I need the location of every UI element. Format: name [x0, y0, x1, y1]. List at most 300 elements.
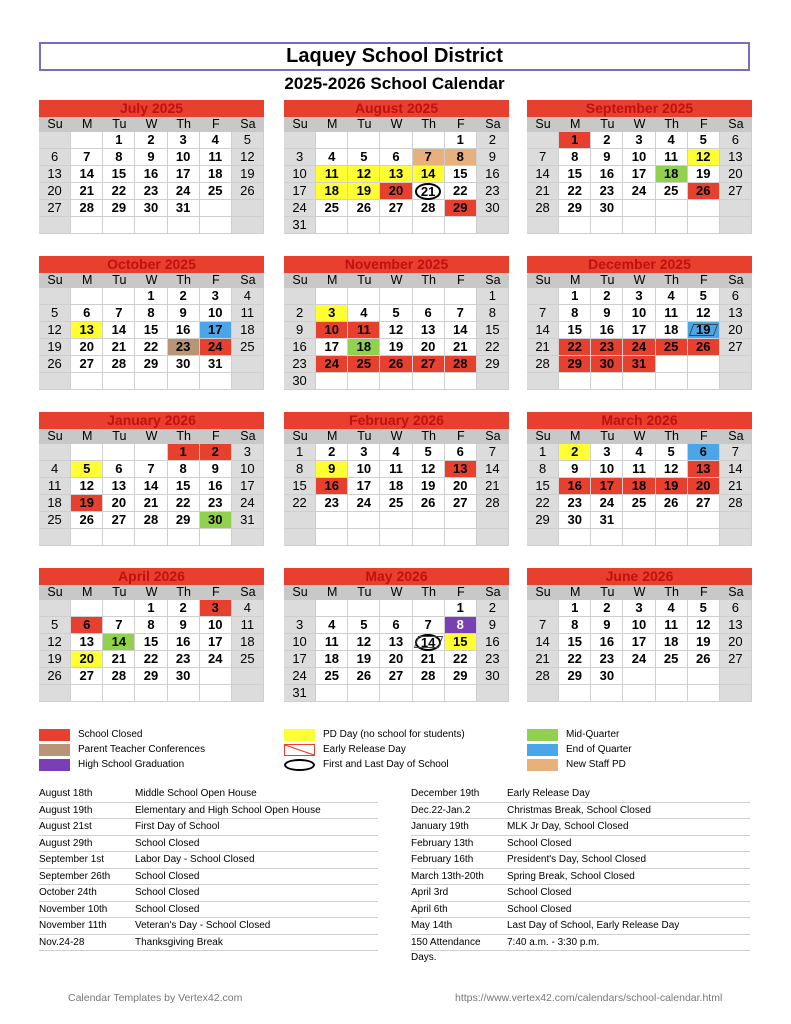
- event-desc: 7:40 a.m. - 3:30 p.m.: [507, 936, 600, 948]
- event-date: January 19th: [411, 821, 469, 832]
- weekday-header: W: [380, 429, 412, 444]
- day-cell: 21: [527, 339, 559, 356]
- event-date: Dec.22-Jan.2: [411, 804, 471, 816]
- day-cell: [380, 512, 412, 529]
- day-cell: 24: [168, 183, 200, 200]
- day-cell: 8: [445, 617, 477, 634]
- day-cell: 24: [200, 651, 232, 668]
- footer-url: https://www.vertex42.com/calendars/school-calendar.html: [455, 992, 723, 1004]
- day-cell: 20: [413, 339, 445, 356]
- day-cell: [135, 529, 167, 546]
- day-cell: 12: [39, 634, 71, 651]
- weekday-header: M: [559, 429, 591, 444]
- day-cell: 5: [656, 444, 688, 461]
- day-cell: [135, 685, 167, 702]
- day-cell: [559, 217, 591, 234]
- day-cell: 1: [527, 444, 559, 461]
- day-cell: 31: [200, 356, 232, 373]
- day-cell: 30: [591, 668, 623, 685]
- day-cell: 11: [380, 461, 412, 478]
- weekday-header: Tu: [103, 273, 135, 288]
- event-date: May 14th: [411, 920, 453, 931]
- day-cell: 22: [559, 651, 591, 668]
- day-cell: 11: [623, 461, 655, 478]
- day-cell: [527, 132, 559, 149]
- day-cell: [71, 685, 103, 702]
- day-cell: 13: [71, 322, 103, 339]
- day-cell: 10: [200, 305, 232, 322]
- month-8: [527, 412, 752, 546]
- day-cell: 2: [591, 288, 623, 305]
- day-cell: 22: [168, 495, 200, 512]
- weekday-header: Tu: [103, 585, 135, 600]
- month-4: [284, 256, 509, 390]
- day-cell: 2: [316, 444, 348, 461]
- day-cell: 8: [477, 305, 509, 322]
- day-cell: 12: [688, 149, 720, 166]
- day-cell: 6: [720, 132, 752, 149]
- month-title: January 2026: [39, 412, 264, 429]
- day-cell: 28: [445, 356, 477, 373]
- day-cell: 22: [135, 651, 167, 668]
- month-title: March 2026: [527, 412, 752, 429]
- weekday-header: W: [380, 273, 412, 288]
- legend-item-early: [284, 742, 406, 757]
- weekday-header: Su: [527, 429, 559, 444]
- day-cell: [200, 668, 232, 685]
- day-cell: [103, 444, 135, 461]
- month-title: September 2025: [527, 100, 752, 117]
- month-0: [39, 100, 264, 234]
- month-1: [284, 100, 509, 234]
- day-cell: 27: [39, 200, 71, 217]
- day-cell: [348, 373, 380, 390]
- weekday-header: Sa: [720, 117, 752, 132]
- day-cell: 7: [103, 617, 135, 634]
- day-cell: 9: [591, 149, 623, 166]
- day-cell: 26: [39, 356, 71, 373]
- day-cell: 13: [720, 617, 752, 634]
- day-cell: 3: [316, 305, 348, 322]
- event-date: November 10th: [39, 903, 108, 915]
- weekday-header: Tu: [348, 273, 380, 288]
- day-cell: [284, 600, 316, 617]
- weekday-header: Sa: [232, 585, 264, 600]
- legend-swatch: [39, 759, 70, 771]
- day-cell: 18: [316, 183, 348, 200]
- event-row: [39, 803, 378, 820]
- day-cell: 18: [348, 339, 380, 356]
- event-date: December 19th: [411, 788, 480, 799]
- day-cell: 6: [71, 617, 103, 634]
- day-cell: [445, 529, 477, 546]
- day-cell: [71, 132, 103, 149]
- day-cell: 5: [380, 305, 412, 322]
- day-cell: 19: [688, 634, 720, 651]
- day-cell: [623, 200, 655, 217]
- weekday-header: M: [316, 585, 348, 600]
- day-cell: 7: [527, 305, 559, 322]
- day-cell: 4: [316, 617, 348, 634]
- day-cell: 22: [559, 183, 591, 200]
- day-cell: 11: [232, 305, 264, 322]
- legend-label: Parent Teacher Conferences: [78, 744, 206, 755]
- day-cell: 28: [527, 356, 559, 373]
- weekday-header: Sa: [720, 585, 752, 600]
- day-cell: 19: [39, 339, 71, 356]
- day-cell: 13: [720, 149, 752, 166]
- month-title: February 2026: [284, 412, 509, 429]
- day-cell: 20: [380, 183, 412, 200]
- day-cell: 28: [413, 200, 445, 217]
- day-cell: 15: [559, 322, 591, 339]
- day-cell: [348, 217, 380, 234]
- day-cell: 11: [316, 166, 348, 183]
- day-cell: 27: [103, 512, 135, 529]
- weekday-header: Su: [284, 117, 316, 132]
- day-cell: 23: [168, 339, 200, 356]
- day-cell: [688, 512, 720, 529]
- day-cell: 22: [477, 339, 509, 356]
- legend-item-ptc: [39, 742, 205, 757]
- day-cell: 9: [168, 617, 200, 634]
- day-cell: 4: [656, 288, 688, 305]
- weekday-header: Tu: [591, 429, 623, 444]
- day-cell: [656, 668, 688, 685]
- day-cell: 30: [477, 668, 509, 685]
- event-date: August 29th: [39, 837, 93, 849]
- calendar-subtitle: 2025-2026 School Calendar: [284, 74, 505, 93]
- day-cell: 31: [284, 685, 316, 702]
- day-cell: 15: [135, 322, 167, 339]
- day-cell: [656, 200, 688, 217]
- day-cell: 7: [527, 149, 559, 166]
- day-cell: 17: [168, 166, 200, 183]
- weekday-header: Th: [656, 117, 688, 132]
- day-cell: 6: [380, 149, 412, 166]
- weekday-header: W: [380, 117, 412, 132]
- day-cell: 22: [284, 495, 316, 512]
- day-cell: 21: [103, 339, 135, 356]
- day-cell: [656, 529, 688, 546]
- day-cell: [71, 600, 103, 617]
- weekday-header: Th: [413, 585, 445, 600]
- day-cell: 17: [284, 651, 316, 668]
- day-cell: 14: [135, 478, 167, 495]
- day-cell: 29: [445, 668, 477, 685]
- day-cell: 4: [200, 132, 232, 149]
- legend-swatch: [284, 759, 315, 771]
- day-cell: [168, 217, 200, 234]
- day-cell: 10: [232, 461, 264, 478]
- event-row: [411, 869, 750, 886]
- day-cell: [135, 217, 167, 234]
- weekday-header: F: [688, 117, 720, 132]
- day-cell: 21: [720, 478, 752, 495]
- weekday-header: F: [445, 273, 477, 288]
- legend-label: End of Quarter: [566, 744, 632, 755]
- day-cell: 8: [527, 461, 559, 478]
- day-cell: 12: [232, 149, 264, 166]
- weekday-header: Th: [168, 585, 200, 600]
- day-cell: 4: [232, 600, 264, 617]
- day-cell: 25: [39, 512, 71, 529]
- day-cell: 18: [656, 166, 688, 183]
- weekday-header: Su: [527, 117, 559, 132]
- day-cell: [413, 132, 445, 149]
- event-row: [411, 836, 750, 853]
- event-desc: MLK Jr Day, School Closed: [507, 821, 629, 832]
- day-cell: 28: [103, 356, 135, 373]
- month-11: [527, 568, 752, 702]
- weekday-header: Sa: [477, 585, 509, 600]
- event-desc: Christmas Break, School Closed: [507, 804, 651, 816]
- day-cell: 17: [591, 478, 623, 495]
- day-cell: 21: [413, 183, 445, 200]
- day-cell: [527, 600, 559, 617]
- day-cell: 5: [71, 461, 103, 478]
- weekday-header: M: [71, 273, 103, 288]
- weekday-header: M: [316, 429, 348, 444]
- day-cell: [720, 512, 752, 529]
- weekday-header: Sa: [232, 117, 264, 132]
- day-cell: 25: [348, 356, 380, 373]
- day-cell: [591, 373, 623, 390]
- day-cell: 31: [591, 512, 623, 529]
- day-cell: [445, 288, 477, 305]
- day-cell: [71, 217, 103, 234]
- day-cell: 8: [559, 149, 591, 166]
- day-cell: 17: [348, 478, 380, 495]
- day-cell: 12: [71, 478, 103, 495]
- day-cell: [623, 668, 655, 685]
- weekday-header: Tu: [591, 273, 623, 288]
- day-cell: [445, 373, 477, 390]
- day-cell: 27: [71, 668, 103, 685]
- day-cell: 28: [527, 668, 559, 685]
- day-cell: 15: [527, 478, 559, 495]
- day-cell: 10: [623, 149, 655, 166]
- day-cell: 25: [232, 339, 264, 356]
- day-cell: 30: [168, 668, 200, 685]
- day-cell: 5: [348, 617, 380, 634]
- weekday-header: F: [445, 117, 477, 132]
- day-cell: [168, 529, 200, 546]
- day-cell: [103, 288, 135, 305]
- day-cell: 16: [477, 166, 509, 183]
- day-cell: [39, 217, 71, 234]
- event-row: [39, 918, 378, 935]
- day-cell: [348, 132, 380, 149]
- day-cell: 20: [380, 651, 412, 668]
- day-cell: 10: [348, 461, 380, 478]
- day-cell: 28: [527, 200, 559, 217]
- day-cell: [348, 512, 380, 529]
- weekday-header: F: [200, 429, 232, 444]
- weekday-header: M: [71, 117, 103, 132]
- legend-item-circ: [284, 757, 449, 772]
- day-cell: 23: [477, 183, 509, 200]
- legend-label: Early Release Day: [323, 744, 406, 755]
- weekday-header: Su: [284, 273, 316, 288]
- day-cell: 3: [232, 444, 264, 461]
- day-cell: [103, 373, 135, 390]
- day-cell: 9: [284, 322, 316, 339]
- day-cell: 15: [477, 322, 509, 339]
- day-cell: [232, 529, 264, 546]
- day-cell: 29: [168, 512, 200, 529]
- day-cell: [413, 600, 445, 617]
- weekday-header: Th: [656, 585, 688, 600]
- day-cell: 1: [559, 132, 591, 149]
- weekday-header: Tu: [348, 585, 380, 600]
- day-cell: [445, 512, 477, 529]
- day-cell: 7: [720, 444, 752, 461]
- day-cell: [527, 685, 559, 702]
- day-cell: 11: [200, 149, 232, 166]
- day-cell: 13: [720, 305, 752, 322]
- events-list-left: [39, 786, 378, 951]
- event-desc: School Closed: [135, 903, 200, 915]
- day-cell: 5: [688, 288, 720, 305]
- day-cell: 29: [559, 356, 591, 373]
- day-cell: [720, 373, 752, 390]
- day-cell: 2: [591, 600, 623, 617]
- day-cell: 30: [591, 356, 623, 373]
- month-title: November 2025: [284, 256, 509, 273]
- weekday-header: Th: [168, 429, 200, 444]
- day-cell: 18: [39, 495, 71, 512]
- day-cell: 24: [348, 495, 380, 512]
- day-cell: 27: [720, 339, 752, 356]
- day-cell: 4: [656, 132, 688, 149]
- day-cell: [380, 373, 412, 390]
- event-date: March 13th-20th: [411, 870, 484, 882]
- day-cell: 18: [316, 651, 348, 668]
- weekday-header: Su: [39, 273, 71, 288]
- day-cell: 14: [413, 166, 445, 183]
- day-cell: [316, 512, 348, 529]
- day-cell: 9: [591, 305, 623, 322]
- event-date: October 24th: [39, 887, 97, 898]
- day-cell: 12: [348, 166, 380, 183]
- day-cell: 8: [284, 461, 316, 478]
- day-cell: 27: [688, 495, 720, 512]
- day-cell: 15: [559, 634, 591, 651]
- day-cell: 13: [103, 478, 135, 495]
- day-cell: 27: [720, 651, 752, 668]
- day-cell: [316, 288, 348, 305]
- weekday-header: Th: [168, 273, 200, 288]
- weekday-header: Th: [656, 429, 688, 444]
- event-row: [411, 786, 750, 803]
- weekday-header: Tu: [591, 117, 623, 132]
- day-cell: 29: [135, 668, 167, 685]
- day-cell: [348, 600, 380, 617]
- day-cell: 12: [39, 322, 71, 339]
- day-cell: [720, 529, 752, 546]
- day-cell: 16: [591, 322, 623, 339]
- day-cell: 11: [656, 617, 688, 634]
- day-cell: 6: [688, 444, 720, 461]
- day-cell: 17: [232, 478, 264, 495]
- day-cell: 15: [103, 166, 135, 183]
- day-cell: 6: [413, 305, 445, 322]
- day-cell: 28: [477, 495, 509, 512]
- day-cell: 21: [477, 478, 509, 495]
- day-cell: 9: [168, 305, 200, 322]
- day-cell: 6: [39, 149, 71, 166]
- day-cell: 7: [413, 617, 445, 634]
- day-cell: 10: [623, 617, 655, 634]
- day-cell: 31: [232, 512, 264, 529]
- day-cell: [380, 529, 412, 546]
- legend-label: Mid-Quarter: [566, 729, 620, 740]
- day-cell: 23: [477, 651, 509, 668]
- day-cell: [623, 529, 655, 546]
- day-cell: 11: [656, 305, 688, 322]
- day-cell: [445, 217, 477, 234]
- day-cell: 30: [591, 200, 623, 217]
- day-cell: [39, 600, 71, 617]
- day-cell: 20: [445, 478, 477, 495]
- day-cell: [39, 685, 71, 702]
- day-cell: 22: [527, 495, 559, 512]
- month-title: May 2026: [284, 568, 509, 585]
- day-cell: 22: [445, 183, 477, 200]
- day-cell: 15: [168, 478, 200, 495]
- day-cell: 6: [380, 617, 412, 634]
- day-cell: 26: [232, 183, 264, 200]
- day-cell: 9: [135, 149, 167, 166]
- day-cell: 2: [168, 288, 200, 305]
- day-cell: [200, 529, 232, 546]
- weekday-header: Sa: [477, 273, 509, 288]
- day-cell: 29: [135, 356, 167, 373]
- day-cell: 20: [720, 166, 752, 183]
- day-cell: 15: [445, 166, 477, 183]
- weekday-header: Sa: [720, 273, 752, 288]
- event-desc: School Closed: [135, 837, 200, 849]
- day-cell: 17: [200, 634, 232, 651]
- day-cell: [623, 512, 655, 529]
- legend-item-closed: [39, 727, 142, 742]
- day-cell: 25: [316, 668, 348, 685]
- day-cell: 1: [559, 288, 591, 305]
- day-cell: 9: [591, 617, 623, 634]
- day-cell: 12: [413, 461, 445, 478]
- month-title: June 2026: [527, 568, 752, 585]
- day-cell: 16: [168, 322, 200, 339]
- day-cell: [720, 668, 752, 685]
- day-cell: [527, 217, 559, 234]
- event-row: [411, 885, 750, 902]
- day-cell: [284, 529, 316, 546]
- day-cell: [413, 217, 445, 234]
- day-cell: 23: [284, 356, 316, 373]
- event-desc: School Closed: [507, 837, 572, 849]
- day-cell: 2: [284, 305, 316, 322]
- day-cell: 5: [413, 444, 445, 461]
- day-cell: [527, 529, 559, 546]
- day-cell: 25: [656, 651, 688, 668]
- day-cell: [623, 373, 655, 390]
- day-cell: 28: [135, 512, 167, 529]
- day-cell: 4: [348, 305, 380, 322]
- weekday-header: F: [445, 585, 477, 600]
- day-cell: 19: [380, 339, 412, 356]
- day-cell: [559, 685, 591, 702]
